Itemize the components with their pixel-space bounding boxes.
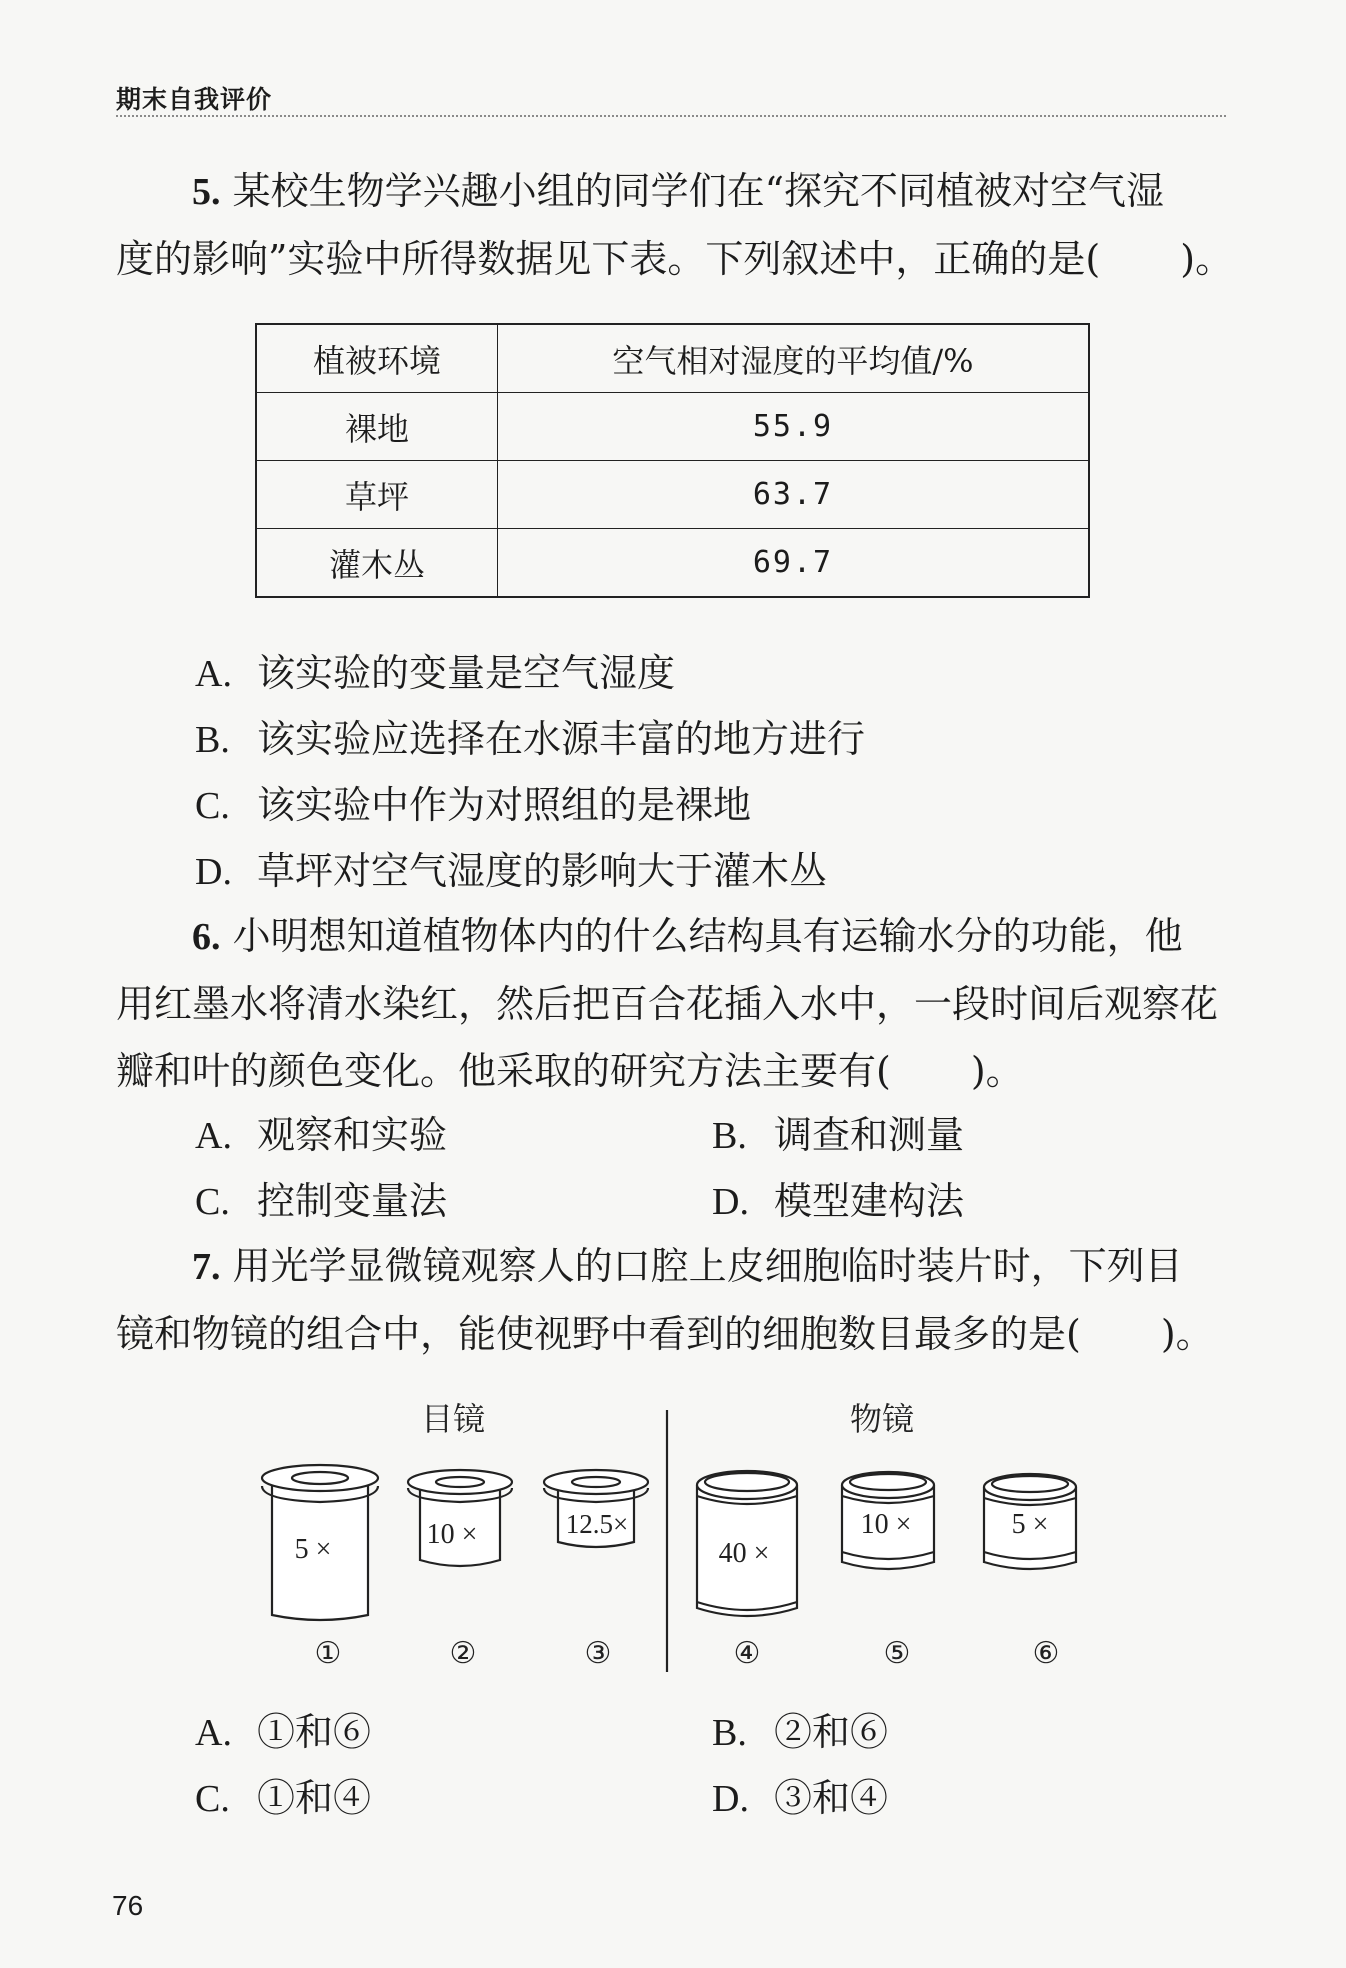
table-header-row xyxy=(256,324,1089,393)
question-5-line1: 某校生物学兴趣小组的同学们在“探究不同植被对空气湿 xyxy=(232,169,1165,213)
table-cell-value: 69.7 xyxy=(498,529,1090,598)
question-6-stem: 6. 小明想知道植物体内的什么结构具有运输水分的功能，他 用红墨水将清水染红，然后把百合花插入水中，一段时间后观察花 瓣和叶的颜色变化。他采取的研究方法主要有( )。 xyxy=(116,914,1219,1093)
table-row xyxy=(256,461,1089,529)
table-header-cell: 植被环境 xyxy=(256,324,498,393)
lens-mark: ① xyxy=(314,1637,342,1670)
q7-option-a[interactable]: A. ①和⑥ xyxy=(195,1710,372,1754)
q7-option-b[interactable]: B. ②和⑥ xyxy=(712,1710,889,1754)
header-dotted-rule xyxy=(116,115,1226,117)
q5-option-b[interactable]: B. 该实验应选择在水源丰富的地方进行 xyxy=(195,717,866,761)
lens-magnification: 10 × xyxy=(426,1519,478,1550)
lens-magnification: 5 × xyxy=(1011,1509,1049,1540)
eyepiece-lens-2 xyxy=(408,1470,512,1566)
objective-label: 物镜 xyxy=(849,1401,915,1437)
humidity-data-table xyxy=(255,323,1090,598)
section-header: 期末自我评价 xyxy=(116,85,273,114)
lens-mark: ⑤ xyxy=(883,1637,911,1670)
eyepiece-label: 目镜 xyxy=(420,1401,486,1437)
q6-option-d[interactable]: D. 模型建构法 xyxy=(712,1179,965,1223)
question-6-number: 6. xyxy=(192,916,221,958)
q6-option-c[interactable]: C. 控制变量法 xyxy=(195,1179,448,1223)
q5-option-d[interactable]: D. 草坪对空气湿度的影响大于灌木丛 xyxy=(195,849,828,893)
question-5-stem: 5. 某校生物学兴趣小组的同学们在“探究不同植被对空气湿 度的影响”实验中所得数据见下表。下列叙述中，正确的是( )。 xyxy=(116,169,1234,281)
question-5-number: 5. xyxy=(192,171,221,213)
table-row xyxy=(256,529,1089,598)
lens-magnification: 12.5× xyxy=(565,1509,629,1539)
q7-option-d[interactable]: D. ③和④ xyxy=(712,1776,889,1820)
microscope-lens-figure xyxy=(250,1390,1100,1690)
q6-option-b[interactable]: B. 调查和测量 xyxy=(712,1113,965,1157)
table-cell-env: 草坪 xyxy=(256,461,498,529)
lens-magnification: 40 × xyxy=(718,1538,770,1569)
lens-mark: ② xyxy=(449,1637,477,1670)
question-5-line2: 度的影响”实验中所得数据见下表。下列叙述中，正确的是( xyxy=(116,237,1101,281)
page-number: 76 xyxy=(112,1890,144,1921)
lens-magnification: 10 × xyxy=(860,1509,912,1540)
q6-option-a[interactable]: A. 观察和实验 xyxy=(195,1113,448,1157)
question-7-number: 7. xyxy=(192,1246,221,1288)
table-cell-env: 裸地 xyxy=(256,393,498,461)
lens-magnification: 5 × xyxy=(294,1534,332,1565)
question-7-stem: 7. 用光学显微镜观察人的口腔上皮细胞临时装片时，下列目 镜和物镜的组合中，能使视野中看到的细胞数目最多的是( )。 xyxy=(116,1244,1214,1356)
lens-mark: ④ xyxy=(733,1637,761,1670)
table-cell-env: 灌木丛 xyxy=(256,529,498,598)
q5-option-c[interactable]: C. 该实验中作为对照组的是裸地 xyxy=(195,783,752,827)
lens-mark: ③ xyxy=(584,1637,612,1670)
table-row xyxy=(256,393,1089,461)
table-cell-value: 55.9 xyxy=(498,393,1090,461)
table-cell-value: 63.7 xyxy=(498,461,1090,529)
q5-option-a[interactable]: A. 该实验的变量是空气湿度 xyxy=(195,651,676,695)
q7-option-c[interactable]: C. ①和④ xyxy=(195,1776,372,1820)
lens-mark: ⑥ xyxy=(1032,1637,1060,1670)
table-header-cell: 空气相对湿度的平均值/% xyxy=(498,324,1090,393)
